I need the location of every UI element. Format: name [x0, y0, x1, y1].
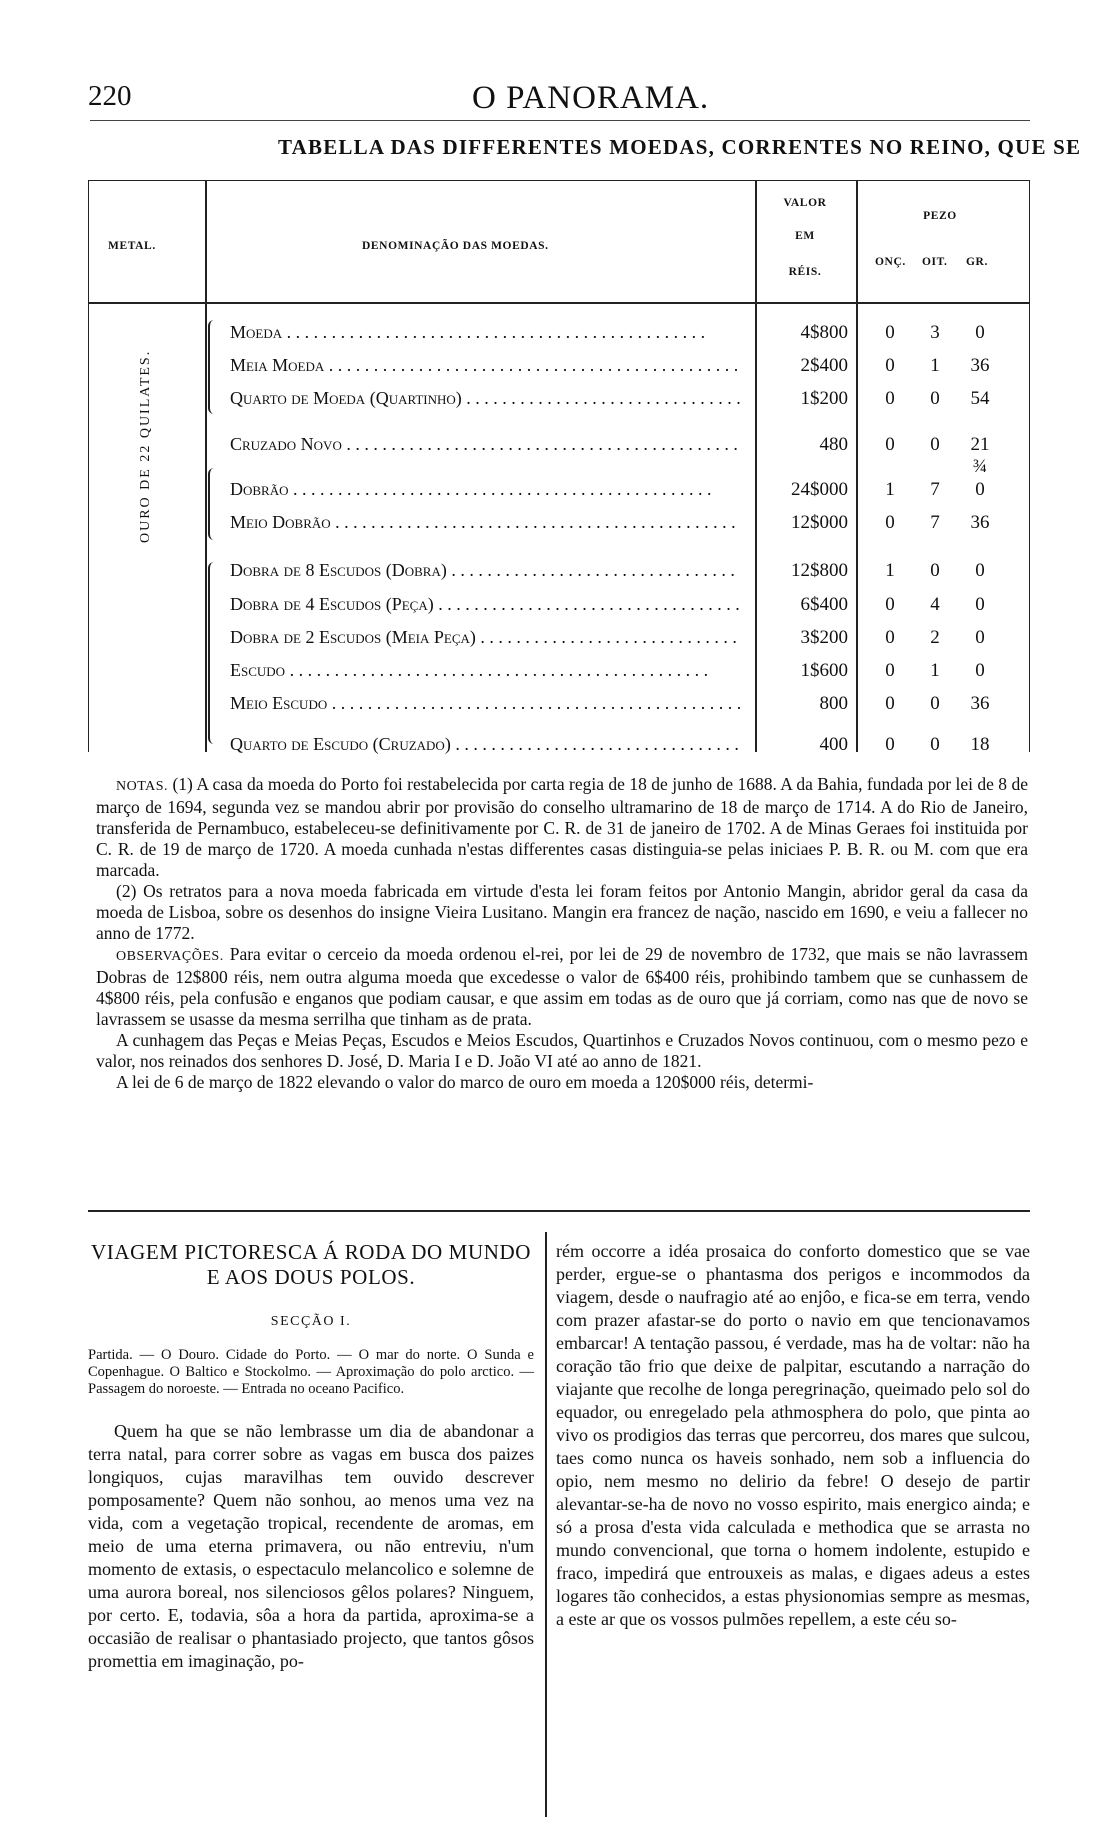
header-metal: METAL.	[108, 240, 156, 252]
article-right-column	[556, 1240, 1030, 1631]
table-row	[0, 627, 1100, 661]
coin-oit: 0	[930, 734, 940, 755]
coin-oit: 2	[930, 627, 940, 648]
coin-name: Cruzado Novo . . .	[230, 434, 740, 455]
coin-onc: 0	[885, 693, 895, 714]
coin-gr: 36	[970, 512, 990, 533]
header-peso: PEZO	[923, 210, 957, 222]
journal-title: O PANORAMA.	[472, 80, 710, 116]
table-row	[0, 479, 1100, 513]
header-onc: ONÇ.	[875, 256, 906, 268]
table-row	[0, 322, 1100, 356]
coin-gr: 0	[975, 560, 985, 581]
coin-onc: 0	[885, 660, 895, 681]
header-valor-2: EM	[795, 230, 815, 242]
coin-gr: 18	[970, 734, 990, 755]
coin-value: 800	[819, 693, 848, 714]
coin-onc: 0	[885, 388, 895, 409]
section-rule	[88, 1210, 1030, 1212]
section-label: SECÇÃO I.	[270, 1314, 352, 1329]
coin-onc: 0	[885, 594, 895, 615]
article-body-right: rém occorre a idéa prosaica do conforto domestico que se vae perder, ergue-se o phantasma dos perigos e incommodos da viagem, desde o naufragio até ao enjôo, e fica-se em terra, vendo com prazer afastar-se do porto o navio em que tencionavamos embarcar! A tentação passou, é verdade, mas ha de voltar: não ha coração tão frio que deixe de palpitar, escutando a narração do viajante que recolhe de longa peregrinação, queimado pelo sol do equador, ou enregelado pela athmosphera do polo, que pinta ao vivo os prodigios das terras que percorreu, dos mares que sulcou, taes como nunca os haveis sonhado, nem sob a influencia do opio, nem mesmo no delirio da febre! O desejo de partir alevantar-se-ha de novo no vosso espirito, mais energico ainda; e só a prosa d'esta vida calculada e methodica que se arrasta no mundo convencional, que torna o homem indolente, estupido e fraco, impedirá que entrouxeis as malas, e digaes adeus a estes logares tão conhecidos, a estas physionomias sempre as mesmas, a este ar que os vossos pulmões repellem, a este céu so-	[556, 1241, 1030, 1629]
coin-value: 6$400	[800, 594, 848, 615]
header-gr: GR.	[966, 256, 988, 268]
article-summary: Partida. — O Douro. Cidade do Porto. — O mar do norte. O Sunda e Copenhague. O Baltico e Stockolmo. — Aproximação do polo arctico. — Passagem do noroeste. — Entrada no oceano Pacifico.	[88, 1347, 534, 1397]
coin-onc: 0	[885, 734, 895, 755]
coin-gr: 21 ¾	[970, 434, 990, 477]
coin-name: Escudo . . .	[230, 660, 740, 681]
observation-2: A cunhagem das Peças e Meias Peças, Escudos e Meios Escudos, Quartinhos e Cruzados Novos continuou, com o mesmo pezo e valor, nos reinados dos senhores D. José, D. Maria I e D. João VI até ao anno de 1821.	[96, 1030, 1028, 1071]
header-denominacao: DENOMINAÇÃO DAS MOEDAS.	[362, 240, 549, 252]
coin-gr: 0	[975, 322, 985, 343]
notas-label: NOTAS.	[116, 779, 169, 794]
coin-oit: 1	[930, 355, 940, 376]
coin-gr: 0	[975, 594, 985, 615]
coin-value: 400	[819, 734, 848, 755]
header-valor-3: RÉIS.	[788, 266, 822, 278]
table-header-rule	[88, 302, 1030, 304]
header-valor-1: VALOR	[783, 197, 827, 209]
coin-name: Dobrão . . .	[230, 479, 740, 500]
article-left-column	[88, 1240, 534, 1673]
table-row	[0, 355, 1100, 389]
note-1	[96, 774, 1028, 881]
coin-name: Dobra de 2 Escudos (Meia Peça) . . .	[230, 627, 740, 648]
coin-value: 2$400	[800, 355, 848, 376]
coin-oit: 0	[930, 388, 940, 409]
coin-value: 4$800	[800, 322, 848, 343]
notes-section	[96, 774, 1028, 1093]
coin-gr: 0	[975, 660, 985, 681]
column-divider	[545, 1232, 547, 1817]
coin-oit: 7	[930, 479, 940, 500]
table-title: TABELLA DAS DIFFERENTES MOEDAS, CORRENTES NO REINO, QUE SE	[278, 135, 1082, 159]
coin-value: 24$000	[791, 479, 848, 500]
coin-name: Quarto de Moeda (Quartinho) . . .	[230, 388, 740, 409]
table-row	[0, 434, 1100, 477]
table-row	[0, 388, 1100, 422]
coin-oit: 4	[930, 594, 940, 615]
coin-onc: 0	[885, 322, 895, 343]
observacoes-label: OBSERVAÇÕES.	[116, 949, 224, 964]
table-row	[0, 660, 1100, 694]
coin-onc: 0	[885, 355, 895, 376]
coin-value: 3$200	[800, 627, 848, 648]
coin-oit: 0	[930, 560, 940, 581]
article-title: VIAGEM PICTORESCA Á RODA DO MUNDO E AOS DOUS POLOS.	[90, 1240, 532, 1289]
page-header	[88, 80, 1028, 120]
coin-gr: 36	[970, 693, 990, 714]
coin-name: Meio Dobrão . . .	[230, 512, 740, 533]
coin-oit: 0	[930, 434, 940, 455]
coin-name: Quarto de Escudo (Cruzado) . . .	[230, 734, 740, 755]
coin-oit: 0	[930, 693, 940, 714]
coin-oit: 3	[930, 322, 940, 343]
coin-name: Dobra de 4 Escudos (Peça) . . .	[230, 594, 740, 615]
coin-name: Meio Escudo . . .	[230, 693, 740, 714]
coin-value: 12$800	[791, 560, 848, 581]
coin-oit: 7	[930, 512, 940, 533]
table-row	[0, 734, 1100, 768]
coin-onc: 0	[885, 434, 895, 455]
table-row	[0, 560, 1100, 594]
coin-oit: 1	[930, 660, 940, 681]
table-row	[0, 693, 1100, 727]
coin-name: Dobra de 8 Escudos (Dobra) . . .	[230, 560, 740, 581]
page-number: 220	[88, 80, 132, 112]
metal-vertical-label: OURO DE 22 QUILATES.	[138, 349, 153, 543]
coin-name: Meia Moeda . . .	[230, 355, 740, 376]
header-rule	[90, 120, 1030, 121]
table-row	[0, 512, 1100, 546]
coin-onc: 0	[885, 627, 895, 648]
coin-value: 12$000	[791, 512, 848, 533]
coin-value: 480	[819, 434, 848, 455]
coin-gr: 36	[970, 355, 990, 376]
coin-onc: 0	[885, 512, 895, 533]
note-1-text: (1) A casa da moeda do Porto foi restabelecida por carta regia de 18 de junho de 1688. A da Bahia, fundada por lei de 8 de março de 1694, segunda vez se mandou abrir por provisão do conselho ultramarino de 18 de março de 1714. A do Rio de Janeiro, transferida de Pernambuco, estabeleceu-se definitivamente por C. R. de 31 de janeiro de 1702. A de Minas Geraes foi instituida por C. R. de 19 de março de 1720. A moeda cunhada n'estas differentes casas distinguia-se pelas iniciaes P. B. R. ou M. com que era marcada.	[96, 774, 1028, 880]
table-row	[0, 594, 1100, 628]
coin-value: 1$600	[800, 660, 848, 681]
observation-1-text: Para evitar o cerceio da moeda ordenou el-rei, por lei de 29 de novembro de 1732, que mais se não lavrassem Dobras de 12$800 réis, nem outra alguma moeda que excedesse o valor de 6$400 réis, prohibindo tambem que se cunhassem de 4$800 réis, pela confusão e enganos que podiam causar, e que assim em todas as de ouro que já corriam, como nas que de novo se lavrassem se usasse da mesma serrilha que tinham as de prata.	[96, 944, 1028, 1029]
coin-onc: 1	[885, 560, 895, 581]
coin-value: 1$200	[800, 388, 848, 409]
header-oit: OIT.	[922, 256, 948, 268]
coin-name: Moeda . . .	[230, 322, 740, 343]
coin-gr: 0	[975, 479, 985, 500]
observation-3: A lei de 6 de março de 1822 elevando o valor do marco de ouro em moeda a 120$000 réis, determi-	[116, 1072, 814, 1092]
coin-gr: 54	[970, 388, 990, 409]
coin-gr: 0	[975, 627, 985, 648]
article-body-left: Quem ha que se não lembrasse um dia de abandonar a terra natal, para correr sobre as vagas em busca dos paizes longiquos, cujas maravilhas tem ouvido descrever pomposamente? Quem não sonhou, ao menos uma vez na vida, com a vegetação tropical, recendente de aromas, em meio de uma eterna primavera, ou não entreviu, n'um momento de extasis, o espectaculo melancolico e solemne de uma aurora boreal, nos silenciosos gêlos polares? Ninguem, por certo. E, todavia, sôa a hora da partida, aproxima-se a occasião de realisar o phantasiado projecto, que tantos gôsos promettia em imaginação, po-	[88, 1421, 534, 1671]
note-2: (2) Os retratos para a nova moeda fabricada em virtude d'esta lei foram feitos por Antonio Mangin, abridor geral da casa da moeda de Lisboa, sobre os desenhos do insigne Vieira Lusitano. Mangin era francez de nação, nascido em 1690, e veiu a fallecer no anno de 1772.	[96, 881, 1028, 943]
coin-onc: 1	[885, 479, 895, 500]
observation-1	[96, 944, 1028, 1030]
